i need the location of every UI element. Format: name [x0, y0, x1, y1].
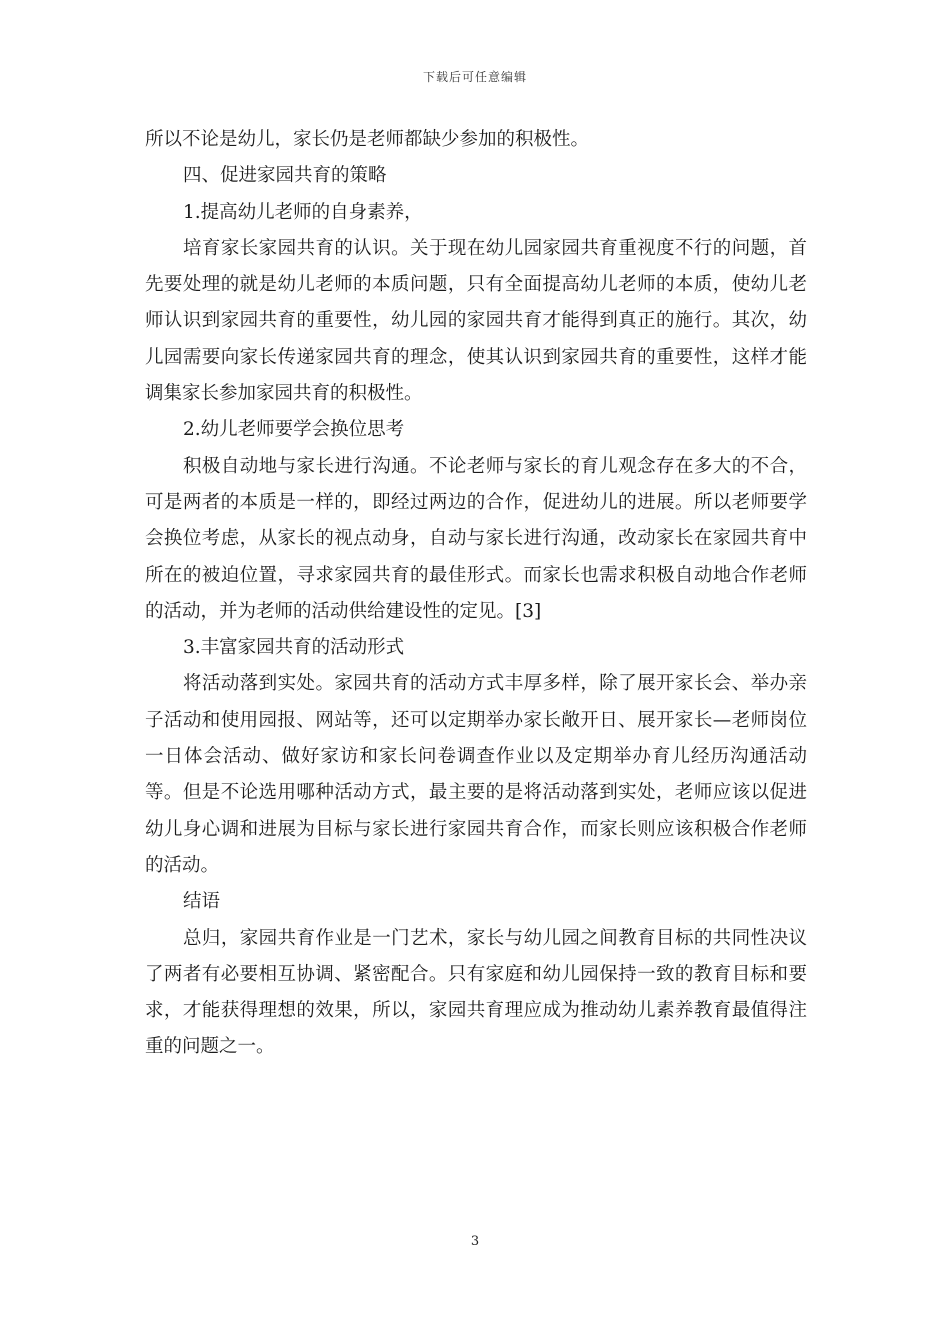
page-header-note: 下载后可任意编辑 — [422, 70, 527, 84]
subheading-2: 2.幼儿老师要学会换位思考 — [183, 419, 405, 441]
page-number: 3 — [470, 1234, 480, 1249]
subheading-1: 1.提高幼儿老师的自身素养， — [183, 201, 423, 223]
conclusion-paragraph: 总归，家园共育作业是一门艺术，家长与幼儿园之间教育目标的共同性决议了两者有必要相互协调、紧密配合。只有家庭和幼儿园保持一致的教育目标和要求，才能获得理想的效果，所以，家园共育理应成为推动幼儿素养教育最值得注重的问题之一。 — [145, 927, 807, 1058]
paragraph-2: 积极自动地与家长进行沟通。不论老师与家长的育儿观念存在多大的不合，可是两者的本质是一样的，即经过两边的合作，促进幼儿的进展。所以老师要学会换位考虑，从家长的视点动身，自动与家长进行沟通，改动家长在家园共育中所在的被迫位置，寻求家园共育的最佳形式。而家长也需求积极自动地合作老师的活动，并为老师的活动供给建设性的定见。[3] — [145, 455, 807, 622]
paragraph-continuation: 所以不论是幼儿，家长仍是老师都缺少参加的积极性。 — [145, 129, 590, 150]
paragraph-1: 培育家长家园共育的认识。关于现在幼儿园家园共育重视度不行的问题，首先要处理的就是幼儿老师的本质问题，只有全面提高幼儿老师的本质，使幼儿老师认识到家园共育的重要性，幼儿园的家园共育才能得到真正的施行。其次，幼儿园需要向家长传递家园共育的理念，使其认识到家园共育的重要性，这样才能调集家长参加家园共育的积极性。 — [145, 237, 807, 405]
document-body — [145, 122, 807, 1066]
conclusion-heading: 结语 — [183, 891, 221, 913]
subheading-3: 3.丰富家园共育的活动形式 — [183, 637, 405, 659]
section-heading-strategies: 四、促进家园共育的策略 — [183, 165, 387, 187]
paragraph-3: 将活动落到实处。家园共育的活动方式丰厚多样，除了展开家长会、举办亲子活动和使用园报、网站等，还可以定期举办家长敞开日、展开家长—老师岗位一日体会活动、做好家访和家长问卷调查作业以及定期举办育儿经历沟通活动等。但是不论选用哪种活动方式，最主要的是将活动落到实处，老师应该以促进幼儿身心调和进展为目标与家长进行家园共育合作，而家长则应该积极合作老师的活动。 — [145, 673, 807, 876]
